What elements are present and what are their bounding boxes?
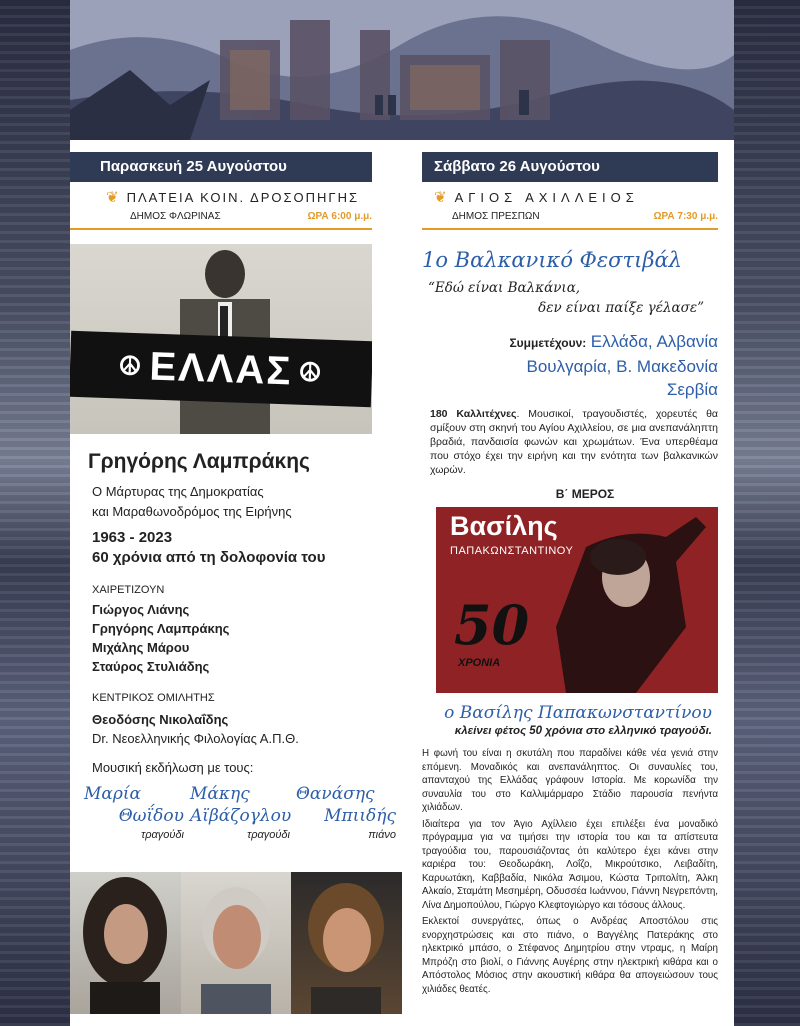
greeter-item: Μιχάλης Μάρου	[92, 640, 190, 655]
musician-last-name: Θωΐδου	[118, 806, 184, 826]
venue-subrow	[70, 211, 372, 230]
speaker-title: Dr. Νεοελληνικής Φιλολογίας Α.Π.Θ.	[92, 731, 299, 746]
municipality: ΔΗΜΟΣ ΠΡΕΣΠΩΝ	[452, 211, 540, 222]
banner-text: ΕΛΛΑΣ	[148, 344, 294, 393]
honoree-subtitle	[70, 482, 402, 522]
leaf-ornament-icon: ❦	[106, 188, 119, 206]
musician-first-name: Μάκης	[190, 784, 250, 804]
musician-last-name: Αϊβάζογλου	[190, 806, 292, 826]
peace-symbol-icon: ☮	[117, 349, 145, 381]
musician-card	[84, 783, 184, 841]
poster-name: Βασίλης	[450, 511, 558, 541]
paragraph: Εκλεκτοί συνεργάτες, όπως ο Ανδρέας Αποστόλου στις ενορχηστρώσεις και στο πιάνο, ο Βαγγέλης Πατεράκης στο ηλεκτρικό μπάσο, ο Στέφανος Δημητρίου στην ντραμς, η Μαίρη Μπρόζη στο βιολί, ο Γιάννης Αυγέρης στην ηλεκτρική κιθάρα και ο Απόστολος Μόσιος στην ακουστική κιθάρα θα απογειώσουν τους χιλιάδες θεατές.	[422, 916, 718, 995]
paragraph: Η φωνή του είναι η σκυτάλη που παραδίνει κάθε νέα γενιά στην επόμενη. Μοναδικός και ανεπανάληπτος. Οι συναυλίες του, απανταχού της Ελλάδας γράφουν Ιστορία. Με κορωνίδα την συναυλία του στο Καλλιμάρμαρο Στάδιο παρουσία πενήντα χιλιάδων.	[422, 748, 718, 813]
subtitle-line-1: Ο Μάρτυρας της Δημοκρατίας	[92, 484, 264, 499]
participants-block	[422, 330, 718, 401]
venue-subrow	[422, 211, 718, 230]
vasilis-subtitle: κλείνει φέτος 50 χρόνια στο ελληνικό τραγούδι.	[454, 725, 712, 737]
event-date-bar: Σάββατο 26 Αυγούστου	[422, 152, 718, 182]
anniversary-block	[70, 528, 402, 568]
honoree-name: Γρηγόρης Λαμπράκης	[88, 450, 310, 473]
greeters-list	[70, 600, 402, 676]
part-b-label: Β΄ ΜΕΡΟΣ	[555, 487, 615, 501]
quote-line-1: “Εδώ είναι Βαλκάνια,	[428, 280, 581, 296]
vasilis-title: ο Βασίλης Παπακωνσταντίνου	[444, 703, 712, 723]
musician-card	[296, 783, 396, 841]
musicians-row	[70, 775, 402, 841]
musician-role: πιάνο	[368, 829, 396, 841]
venue-row	[70, 188, 402, 206]
musician-first-name: Μαρία	[84, 784, 142, 804]
musician-role: τραγούδι	[247, 829, 290, 841]
poster-50: 50	[454, 593, 530, 657]
musician-card	[190, 783, 290, 841]
poster-years: ΧΡΟΝΙΑ	[458, 657, 501, 669]
musician-portraits	[70, 872, 402, 1014]
event-time: ΩΡΑ 6:00 μ.μ.	[307, 211, 372, 222]
greeter-item: Γιώργος Λιάνης	[92, 602, 190, 617]
speaker-name: Θεοδόσης Νικολαΐδης	[92, 712, 229, 727]
event-date-bar: Παρασκευή 25 Αυγούστου	[70, 152, 372, 182]
lambrakis-photo	[70, 244, 372, 434]
header-ruins-image	[70, 0, 734, 140]
venue-name: ΠΛΑΤΕΙΑ ΚΟΙΝ. ΔΡΟΣΟΠΗΓΗΣ	[126, 189, 360, 205]
event-time: ΩΡΑ 7:30 μ.μ.	[653, 211, 718, 222]
leaf-ornament-icon: ❦	[434, 188, 447, 206]
musician-role: τραγούδι	[141, 829, 184, 841]
countries-line-1: Ελλάδα, Αλβανία	[590, 332, 718, 351]
greeters-label: ΧΑΙΡΕΤΙΖΟΥΝ	[92, 584, 165, 596]
background-texture-left	[0, 0, 70, 1026]
event-saturday-column	[422, 152, 718, 996]
festival-quote	[422, 278, 718, 318]
venue-row	[422, 188, 718, 206]
vasilis-poster	[436, 507, 718, 693]
years-range: 1963 - 2023	[92, 529, 173, 546]
peace-symbol-icon: ☮	[297, 356, 325, 388]
portrait-photo	[181, 872, 292, 1014]
municipality: ΔΗΜΟΣ ΦΛΩΡΙΝΑΣ	[130, 211, 221, 222]
quote-line-2: δεν είναι παίξε γέλασε”	[538, 300, 704, 316]
music-label: Μουσική εκδήλωση με τους:	[92, 760, 254, 775]
anniversary-text: 60 χρόνια από τη δολοφονία του	[92, 549, 326, 566]
speaker-label: ΚΕΝΤΡΙΚΟΣ ΟΜΙΛΗΤΗΣ	[92, 692, 215, 704]
event-friday-column	[70, 152, 402, 841]
venue-name: ΑΓΙΟΣ ΑΧΙΛΛΕΙΟΣ	[454, 189, 639, 205]
greeter-item: Σταύρος Στυλιάδης	[92, 659, 210, 674]
participants-label: Συμμετέχουν:	[509, 336, 587, 350]
ellas-banner	[70, 331, 372, 407]
greeter-item: Γρηγόρης Λαμπράκης	[92, 621, 230, 636]
artists-count: 180 Καλλιτέχνες	[430, 408, 517, 420]
countries-line-2: Βουλγαρία, Β. Μακεδονία	[526, 357, 718, 376]
portrait-photo	[70, 872, 181, 1014]
countries-line-3: Σερβία	[666, 380, 718, 399]
portrait-photo	[291, 872, 402, 1014]
subtitle-line-2: και Μαραθωνοδρόμος της Ειρήνης	[92, 504, 292, 519]
festival-title: 1ο Βαλκανικό Φεστιβάλ	[422, 248, 682, 272]
flyer-page	[70, 140, 734, 1026]
poster-surname: ΠΑΠΑΚΩΝΣΤΑΝΤΙΝΟΥ	[450, 545, 574, 557]
musician-first-name: Θανάσης	[296, 784, 375, 804]
musician-last-name: Μπιιδής	[324, 806, 396, 826]
artists-description	[422, 407, 718, 477]
paragraph: Ιδιαίτερα για τον Άγιο Αχίλλειο έχει επιλέξει ένα μοναδικό πρόγραμμα για να τιμήσει την ιστορία του και τα απίστευτα τραγούδια του, παρουσιάζοντας ότι καλύτερο έχει κάνει στην καριέρα του: Θεοδωράκη, Λοΐζο, Μικρούτσικο, Λειβαδίτη, Καρυωτάκη, Καββαδία, Νικόλα Άσιμου, Κώστα Τριπολίτη, Άλκη Αλκαίο, Σταμάτη Μεσημέρη, Οδυσσέα Ιωάννου, Γιάννη Νεγρεπόντη, Λίνα Δημοπούλου, Γιώργο Κλεφτογιώργο και τόσους άλλους.	[422, 818, 718, 911]
background-texture-right	[734, 0, 800, 1026]
artists-text: . Μουσικοί, τραγουδιστές, χορευτές θα σμίξουν στη σκηνή του Αγίου Αχιλλείου, σε μια ανεπανάληπτη βραδιά, πανδαισία φωνών και χρωμάτων. Ένα υπερθέαμα που στόχο έχει την ειρήνη και την ενότητα των βαλκανικών χωρών.	[430, 408, 718, 476]
